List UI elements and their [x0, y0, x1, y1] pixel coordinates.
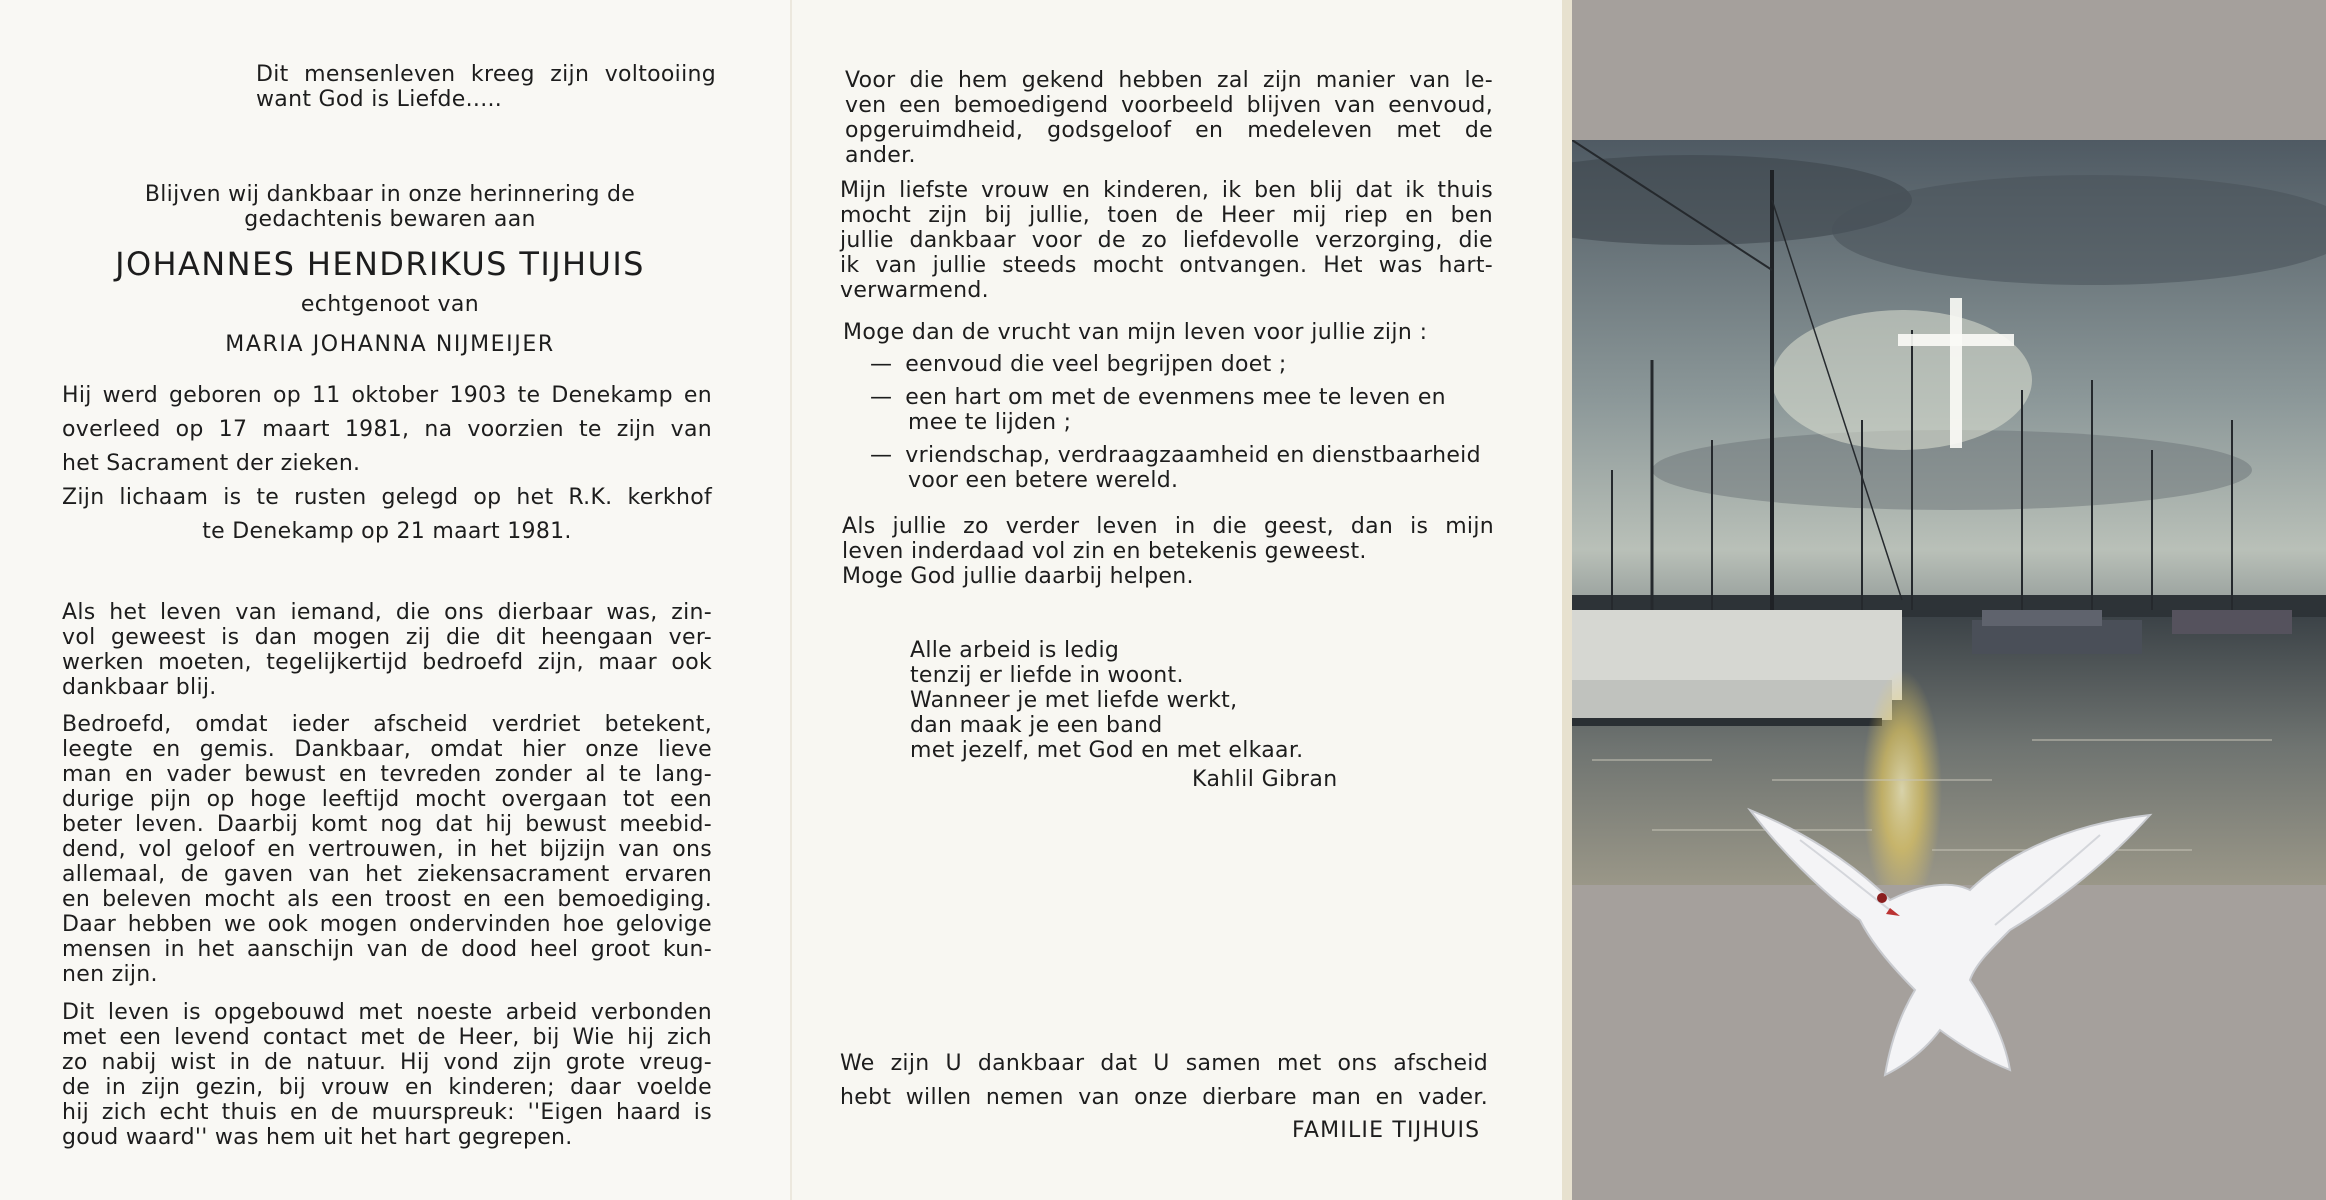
text-line: Hij werd geboren op 11 oktober 1903 te Denekamp en: [62, 383, 712, 408]
text-line: man en vader bewust en tevreden zonder al te lang-: [62, 762, 712, 787]
remembrance-line: gedachtenis bewaren aan: [244, 207, 536, 232]
text-line: verwarmend.: [840, 278, 989, 303]
text-line: Moge God jullie daarbij helpen.: [842, 564, 1194, 589]
text-line: dankbaar blij.: [62, 675, 217, 700]
text-line: met een levend contact met de Heer, bij Wie hij zich: [62, 1025, 712, 1050]
dash: —: [870, 385, 893, 410]
text-line: We zijn U dankbaar dat U samen met ons afscheid: [840, 1051, 1488, 1076]
text-line: mensen in het aanschijn van de dood heel groot kun-: [62, 937, 712, 962]
remembrance-intro: [110, 182, 670, 232]
text-line: goud waard'' was hem uit het hart gegrepen.: [62, 1125, 573, 1150]
poem-line: Alle arbeid is ledig: [910, 638, 1120, 663]
middle-paragraph-4: [842, 514, 1494, 589]
poem: [910, 638, 1370, 763]
deceased-name: JOHANNES HENDRIKUS TIJHUIS: [115, 245, 645, 283]
text-line: beter leven. Daarbij komt nog dat hij bewust meebid-: [62, 812, 712, 837]
wish-intro: Moge dan de vrucht van mijn leven voor jullie zijn :: [843, 320, 1428, 345]
text-line: en beleven mocht als een troost en een bemoediging.: [62, 887, 712, 912]
quote-line: Dit mensenleven kreeg zijn voltooiing: [256, 62, 716, 87]
wish-item: [870, 443, 1495, 493]
text-line: hebt willen nemen van onze dierbare man en vader.: [840, 1085, 1488, 1110]
poem-line: Wanneer je met liefde werkt,: [910, 688, 1238, 713]
paragraph-1: [62, 600, 712, 700]
cross-icon: [1898, 298, 2014, 448]
text-line: Daar hebben we ook mogen ondervinden hoe gelovige: [62, 912, 712, 937]
text-line: te Denekamp op 21 maart 1981.: [202, 519, 572, 544]
text-line: Als jullie zo verder leven in die geest, dan is mijn: [842, 514, 1494, 539]
middle-paragraph-2: [840, 178, 1493, 303]
birth-death-text: [62, 379, 712, 549]
poem-line: dan maak je een band: [910, 713, 1163, 738]
paragraph-2: [62, 712, 712, 987]
text-line: zo nabij wist in de natuur. Hij vond zijn grote vreug-: [62, 1050, 712, 1075]
middle-paragraph-1: [845, 68, 1493, 168]
text-line: Voor die hem gekend hebben zal zijn manier van le-: [845, 68, 1493, 93]
text-line: jullie dankbaar voor de zo liefdevolle verzorging, die: [840, 228, 1493, 253]
text-line: durige pijn op hoge leeftijd mocht overgaan tot een: [62, 787, 712, 812]
fold-line: [790, 0, 792, 1200]
wish-text: eenvoud die veel begrijpen doet ;: [905, 352, 1287, 377]
spouse-label: echtgenoot van: [300, 292, 480, 317]
text-line: ik van jullie steeds mocht ontvangen. Het was hart-: [840, 253, 1493, 278]
wish-text: voor een betere wereld.: [908, 468, 1179, 493]
text-line: werken moeten, tegelijkertijd bedroefd zijn, maar ook: [62, 650, 712, 675]
text-line: Zijn lichaam is te rusten gelegd op het R.K. kerkhof: [62, 485, 712, 510]
poem-line: met jezelf, met God en met elkaar.: [910, 738, 1304, 763]
spouse-name: MARIA JOHANNA NIJMEIJER: [225, 332, 555, 357]
text-line: het Sacrament der zieken.: [62, 451, 361, 476]
text-line: hij zich echt thuis en de muurspreuk: ''Eigen haard is: [62, 1100, 712, 1125]
text-line: Mijn liefste vrouw en kinderen, ik ben blij dat ik thuis: [840, 178, 1493, 203]
wish-item: [870, 385, 1495, 435]
text-line: Als het leven van iemand, die ons dierbaar was, zin-: [62, 600, 712, 625]
quote-line: want God is Liefde.....: [256, 87, 503, 112]
dash: —: [870, 352, 893, 377]
text-line: de in zijn gezin, bij vrouw en kinderen; daar voelde: [62, 1075, 712, 1100]
text-line: allemaal, de gaven van het ziekensacrament ervaren: [62, 862, 712, 887]
text-line: Dit leven is opgebouwd met noeste arbeid verbonden: [62, 1000, 712, 1025]
text-line: nen zijn.: [62, 962, 158, 987]
card-edge: [1562, 0, 1572, 1200]
wish-text: vriendschap, verdraagzaamheid en dienstbaarheid: [905, 443, 1481, 468]
paragraph-3: [62, 1000, 712, 1150]
text-line: Bedroefd, omdat ieder afscheid verdriet betekent,: [62, 712, 712, 737]
remembrance-line: Blijven wij dankbaar in onze herinnering de: [144, 182, 636, 207]
text-line: dend, vol geloof en vertrouwen, in het bijzijn van ons: [62, 837, 712, 862]
text-line: ander.: [845, 143, 916, 168]
wish-text: een hart om met de evenmens mee te leven en: [905, 385, 1446, 410]
family-signature: FAMILIE TIJHUIS: [1292, 1118, 1481, 1143]
dove-icon: [1740, 790, 2160, 1090]
text-line: vol geweest is dan mogen zij die dit heengaan ver-: [62, 625, 712, 650]
text-line: overleed op 17 maart 1981, na voorzien te zijn van: [62, 417, 712, 442]
text-line: leven inderdaad vol zin en betekenis geweest.: [842, 539, 1367, 564]
text-line: mocht zijn bij jullie, toen de Heer mij riep en ben: [840, 203, 1493, 228]
text-line: opgeruimdheid, godsgeloof en medeleven met de: [845, 118, 1493, 143]
thanks-text: [840, 1047, 1488, 1115]
poem-author: Kahlil Gibran: [1192, 767, 1338, 792]
poem-line: tenzij er liefde in woont.: [910, 663, 1184, 688]
opening-quote: [256, 62, 716, 112]
text-line: leegte en gemis. Dankbaar, omdat hier onze lieve: [62, 737, 712, 762]
wish-text: mee te lijden ;: [908, 410, 1072, 435]
dash: —: [870, 443, 893, 468]
harbour-photo: [1572, 140, 2326, 885]
text-line: ven een bemoedigend voorbeeld blijven van eenvoud,: [845, 93, 1493, 118]
wish-item: [870, 352, 1495, 377]
wish-list: [870, 352, 1495, 493]
